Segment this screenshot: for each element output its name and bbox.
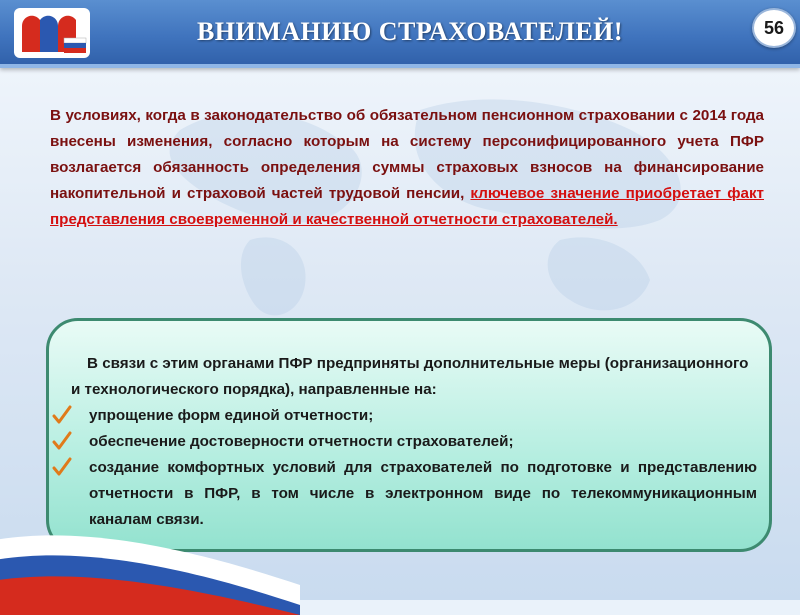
slide-header [0, 0, 800, 68]
intro-text: В условиях, когда в законодательство об обязательном пенсионном страховании с 2014 года внесены изменения, согласно которым на систему персонифицированного учета ПФР возлагается обязанность определения суммы страховых взносов на финансирование накопительной и страховой частей трудовой пенсии, [50, 107, 764, 202]
measure-item [71, 403, 757, 429]
measure-item [71, 429, 757, 455]
intro-emphasis: ключевое значение приобретает факт представления своевременной и качественной отчетности страхователей. [50, 185, 764, 228]
measures-content [71, 351, 757, 533]
page-number-badge: 56 [752, 8, 796, 48]
header-stripe [0, 64, 800, 68]
pfr-logo-icon [12, 4, 92, 62]
intro-paragraph [50, 103, 764, 233]
check-mark-icon [51, 430, 73, 452]
flag-ribbon-decoration [0, 515, 300, 615]
slide-title: ВНИМАНИЮ СТРАХОВАТЕЛЕЙ! [196, 17, 624, 46]
check-mark-icon [51, 404, 73, 426]
measure-item-text: обеспечение достоверности отчетности страхователей; [89, 433, 514, 450]
measure-item-text: упрощение форм единой отчетности; [89, 407, 374, 424]
measures-intro: В связи с этим органами ПФР предприняты дополнительные меры (организационного и технологического порядка), направленные на: [71, 355, 749, 398]
measure-item-text: создание комфортных условий для страхователей по подготовке и представлению отчетности в ПФР, в том числе в электронном виде по телекоммуникационным каналам связи. [89, 459, 757, 528]
check-mark-icon [51, 456, 73, 478]
